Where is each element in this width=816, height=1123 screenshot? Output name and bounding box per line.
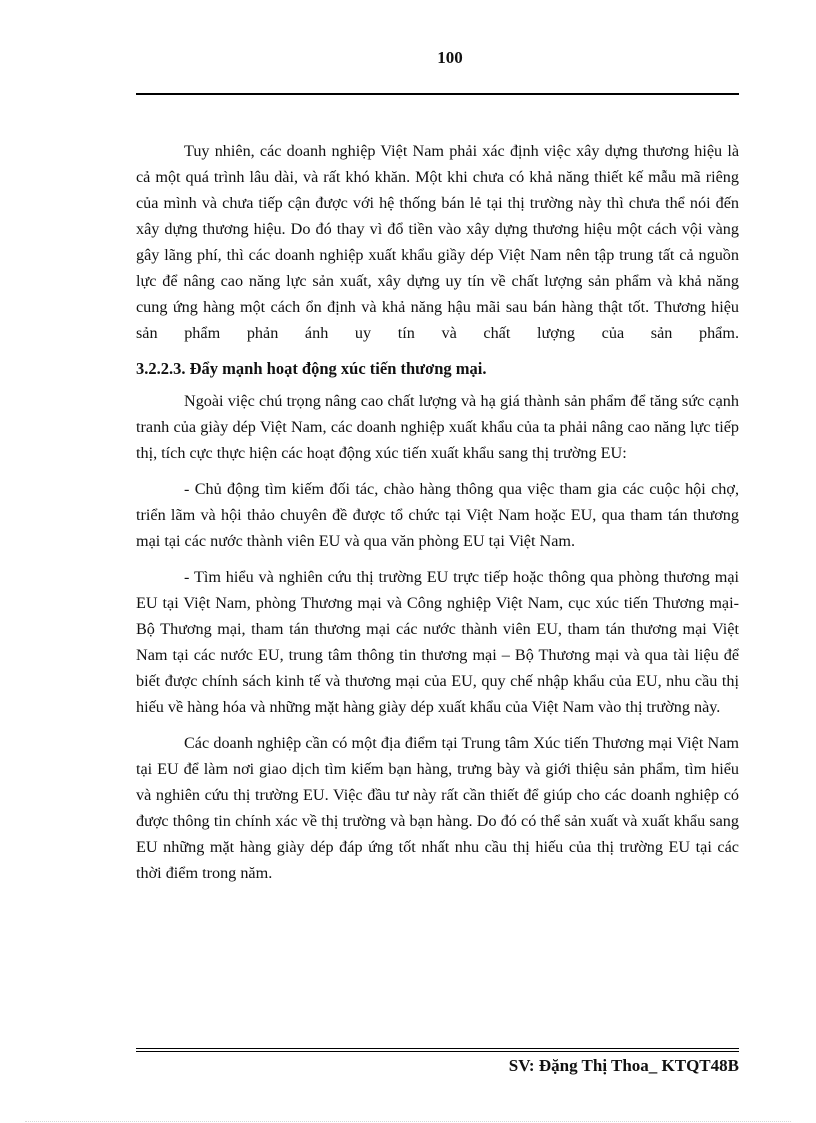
body-text (136, 138, 739, 896)
footer-author: SV: Đặng Thị Thoa_ KTQT48B (508, 1056, 739, 1075)
paragraph: Tuy nhiên, các doanh nghiệp Việt Nam phải xác định việc xây dựng thương hiệu là cả một quá trình lâu dài, và rất khó khăn. Một khi chưa có khả năng thiết kế mẫu mã riêng của mình và chưa tiếp cận được với hệ thống bán lẻ tại thị trường này thì chưa thể nói đến xây dựng thương hiệu. Do đó thay vì đổ tiền vào xây dựng thương hiệu một cách vội vàng gây lãng phí, thì các doanh nghiệp xuất khẩu giầy dép Việt Nam nên tập trung tất cả nguồn lực để nâng cao năng lực sản xuất, xây dựng uy tín về chất lượng sản phẩm và khả năng cung ứng hàng một cách ổn định và khả năng hậu mãi sau bán hàng thật tốt. Thương hiệu sản phẩm phản ánh uy tín và chất lượng của sản phẩm. (136, 142, 739, 342)
paragraph: Ngoài việc chú trọng nâng cao chất lượng và hạ giá thành sản phẩm để tăng sức cạnh tranh của giày dép Việt Nam, các doanh nghiệp xuất khẩu của ta phải nâng cao năng lực tiếp thị, tích cực thực hiện các hoạt động xúc tiến xuất khẩu sang thị trường EU: (136, 392, 739, 462)
paragraph: - Chủ động tìm kiếm đối tác, chào hàng thông qua việc tham gia các cuộc hội chợ, triển lãm và hội thảo chuyên đề được tổ chức tại Việt Nam hoặc EU, qua tham tán thương mại tại các nước thành viên EU và qua văn phòng EU tại Việt Nam. (136, 480, 739, 550)
paragraph: Các doanh nghiệp cần có một địa điểm tại Trung tâm Xúc tiến Thương mại Việt Nam tại EU để làm nơi giao dịch tìm kiếm bạn hàng, trưng bày và giới thiệu sản phẩm, tìm hiểu và nghiên cứu thị trường EU. Việc đầu tư này rất cần thiết để giúp cho các doanh nghiệp có được thông tin chính xác về thị trường và bạn hàng. Do đó có thể sản xuất và xuất khẩu sang EU những mặt hàng giày dép đáp ứng tốt nhất nhu cầu thị hiếu của thị trường EU tại các thời điểm trong năm. (136, 734, 739, 882)
section-heading: 3.2.2.3. Đẩy mạnh hoạt động xúc tiến thương mại. (136, 359, 487, 378)
header-rule (136, 93, 739, 95)
paragraph: - Tìm hiểu và nghiên cứu thị trường EU trực tiếp hoặc thông qua phòng thương mại EU tại Việt Nam, phòng Thương mại và Công nghiệp Việt Nam, cục xúc tiến Thương mại-Bộ Thương mại, tham tán thương mại các nước thành viên EU, tham tán thương mại Việt Nam tại các nước EU, trung tâm thông tin thương mại – Bộ Thương mại và qua tài liệu để biết được chính sách kinh tế và thương mại của EU, quy chế nhập khẩu của EU, nhu cầu thị hiếu về hàng hóa và những mặt hàng giày dép xuất khẩu của Việt Nam vào thị trường này. (136, 568, 739, 716)
page-number: 100 (437, 48, 463, 67)
footer-rule (136, 1048, 739, 1052)
page-edge (25, 1121, 791, 1122)
